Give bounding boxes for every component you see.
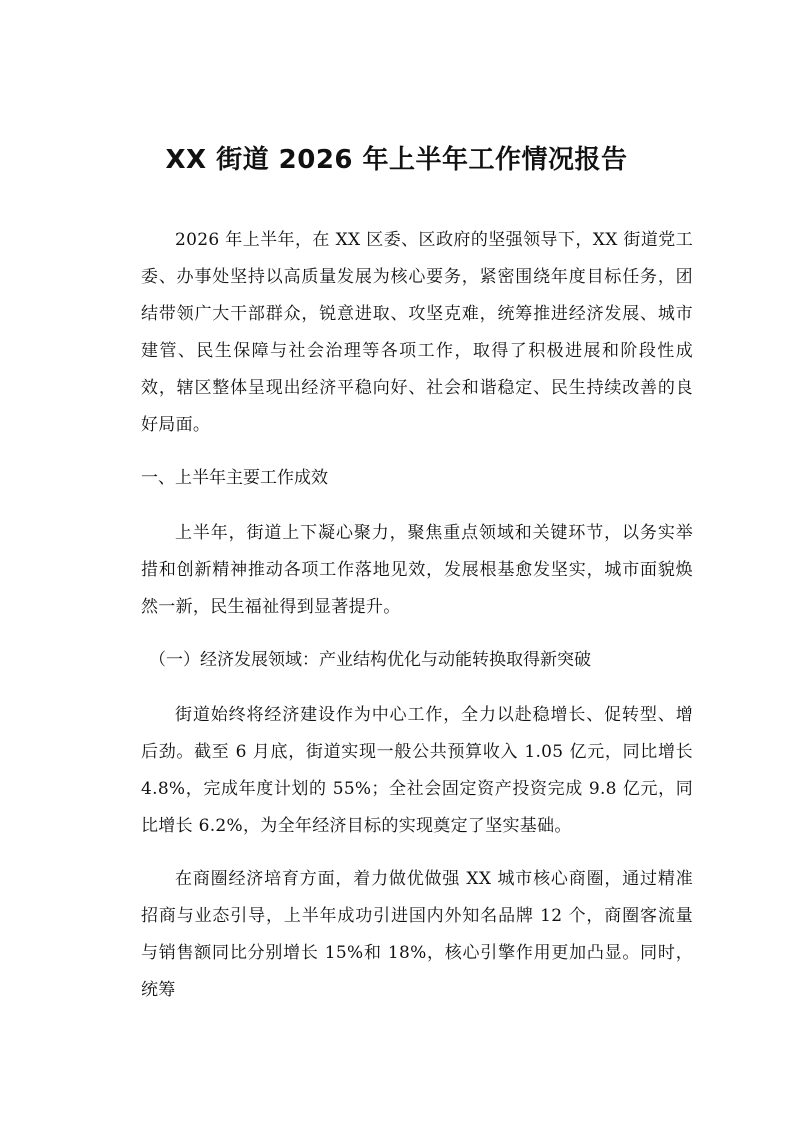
intro-paragraph: 2026 年上半年，在 XX 区委、区政府的坚强领导下，XX 街道党工委、办事处坚持以高质量发展为核心要务，紧密围绕年度目标任务，团结带领广大干部群众，锐意进取、攻坚克难，统筹推进经济发展、城市建管、民生保障与社会治理等各项工作，取得了积极进展和阶段性成效，辖区整体呈现出经济平稳向好、社会和谐稳定、民生持续改善的良好局面。 [141,230,693,435]
subsection-paragraph-2: 在商圈经济培育方面，着力做优做强 XX 城市核心商圈，通过精准招商与业态引导，上半年成功引进国内外知名品牌 12 个，商圈客流量与销售额同比分别增长 15%和 18%，核心引擎作用更加凸显。同时，统筹 [141,869,693,1000]
document-title: XX 街道 2026 年上半年工作情况报告 [165,145,628,175]
document-body [141,222,693,1025]
section-paragraph: 上半年，街道上下凝心聚力，聚焦重点领域和关键环节，以务实举措和创新精神推动各项工作落地见效，发展根基愈发坚实，城市面貌焕然一新，民生福祉得到显著提升。 [141,523,693,617]
subsection-heading: （一）经济发展领域：产业结构优化与动能转换取得新突破 [149,650,591,670]
subsection-paragraph-1: 街道始终将经济建设作为中心工作，全力以赴稳增长、促转型、增后劲。截至 6 月底，街道实现一般公共预算收入 1.05 亿元，同比增长 4.8%，完成年度计划的 55%；全社会固定资产投资完成 9.8 亿元，同比增长 6.2%，为全年经济目标的实现奠定了坚实基础。 [141,705,693,836]
section-heading: 一、上半年主要工作成效 [141,468,328,488]
